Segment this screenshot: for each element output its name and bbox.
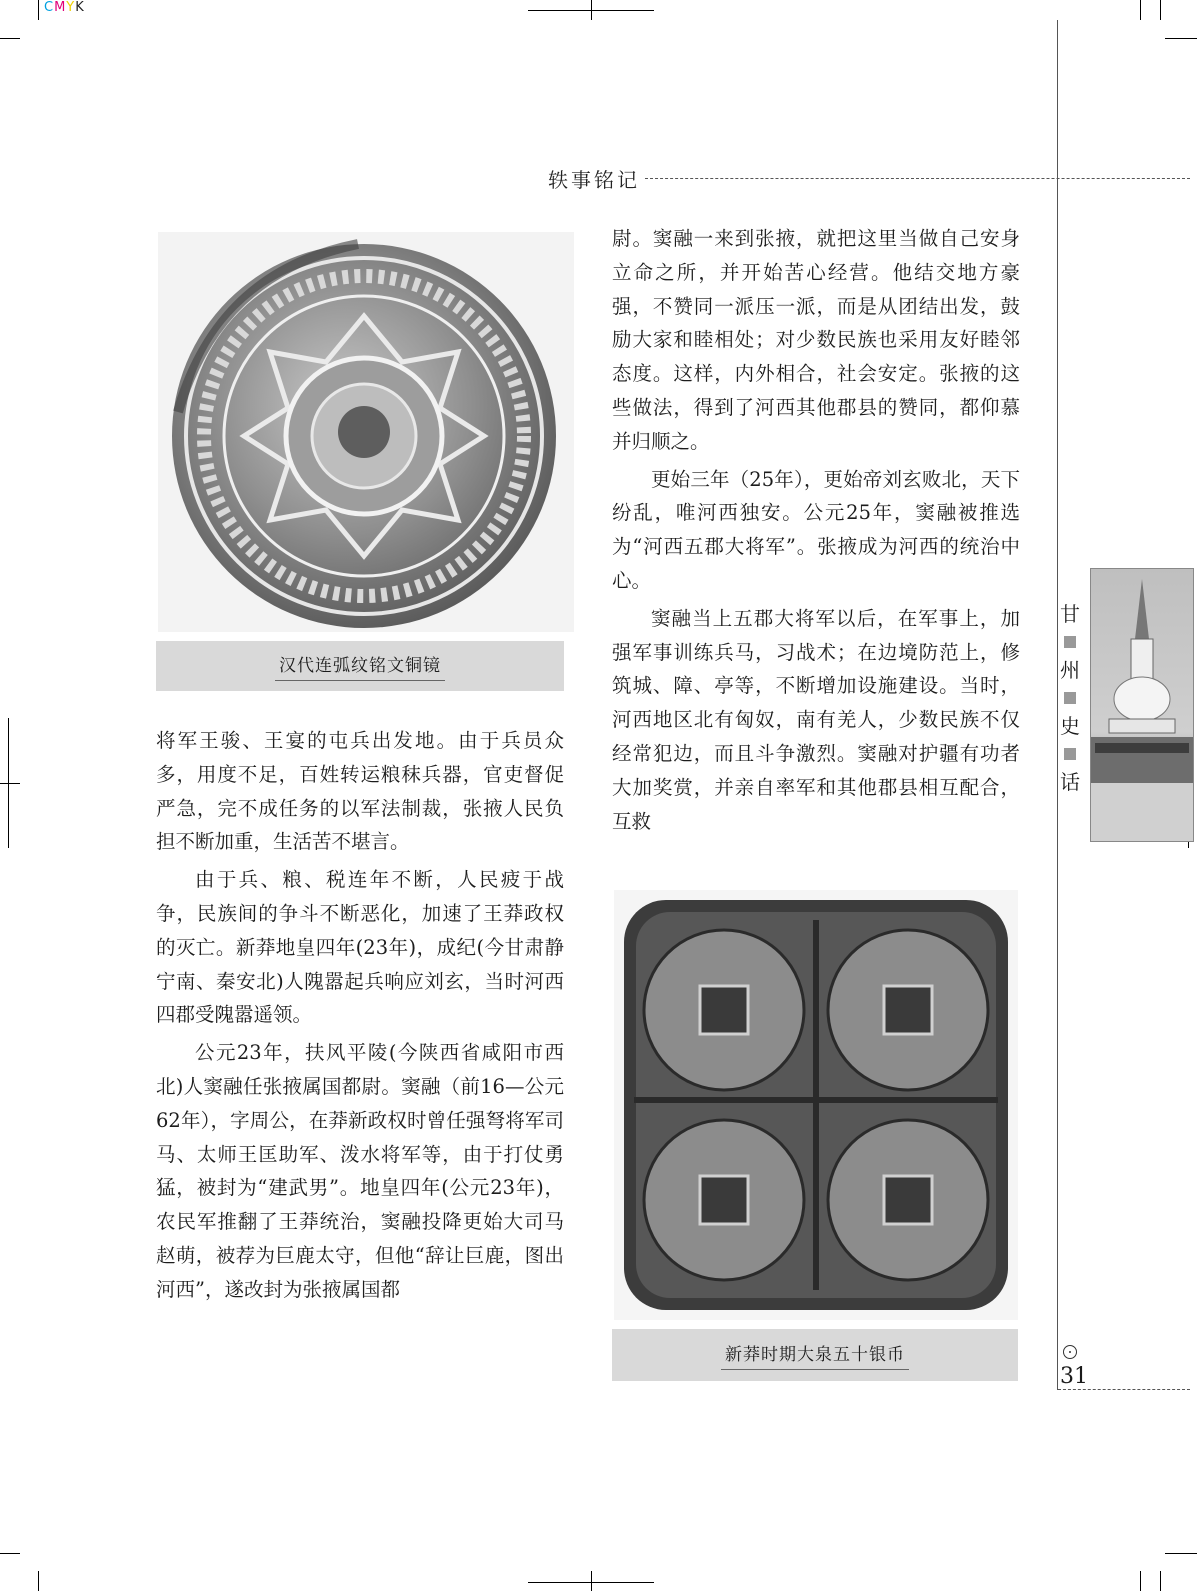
cmyk-y: Y [66,0,76,15]
paragraph: 公元23年，扶风平陵(今陕西省咸阳市西北)人窦融任张掖属国都尉。窦融（前16—公元62年），字周公，在莽新政权时曾任强弩将军司马、太师王匡助军、泼水将军等，由于打仗勇猛，被封为“建武男”。地皇四年(公元23年)，农民军推翻了王莽统治，窦融投降更始大司马赵萌，被荐为巨鹿太守，但他“辞让巨鹿，图出河西”，遂改封为张掖属国都 [156,1041,564,1301]
crop-mark [0,1553,20,1554]
figure-bronze-mirror [158,232,574,632]
cmyk-color-bar [44,0,85,15]
sidebar-photo [1090,568,1194,842]
cmyk-m: M [54,0,67,15]
crop-mark [1160,0,1161,20]
paragraph: 将军王骏、王宴的屯兵出发地。由于兵员众多，用度不足，百姓转运粮秣兵器，官吏督促严急，完不成任务的以军法制裁，张掖人民负担不断加重，生活苦不堪言。 [156,729,564,854]
cmyk-k: K [75,0,85,15]
paragraph: 更始三年（25年），更始帝刘玄败北，天下纷乱，唯河西独安。公元25年，窦融被推选为“河西五郡大将军”。张掖成为河西的统治中心。 [612,467,1020,592]
paragraph: 窦融当上五郡大将军以后，在军事上，加强军事训练兵马，习战术；在边境防范上，修筑城、障、亭等，不断增加设施建设。当时，河西地区北有匈奴，南有羌人，少数民族不仅经常犯边，而且斗争激烈。窦融对护疆有功者大加奖赏，并亲自率军和其他郡县相互配合，互救 [612,606,1020,833]
crop-mark [0,783,20,784]
crop-mark [1140,1571,1141,1591]
figure-silver-coin [614,890,1018,1320]
figure1-caption: 汉代连弧纹铭文铜镜 [275,651,445,681]
sidebar-char: 州 [1060,658,1080,682]
crop-mark [1165,38,1197,39]
figure1-caption-box [156,641,564,691]
cmyk-c: C [44,0,55,15]
running-head: 轶事铭记 [548,168,640,192]
paragraph: 尉。窦融一来到张掖，就把这里当做自己安身立命之所，并开始苦心经营。他结交地方豪强，不赞同一派压一派，而是从团结出发，鼓励大家和睦相处；对少数民族也采用友好睦邻态度。这样，内外相合，社会安定。张掖的这些做法，得到了河西其他郡县的赞同，都仰慕并归顺之。 [612,227,1020,453]
crop-mark [38,1571,39,1591]
right-column [612,222,1020,842]
sidebar-title [1058,600,1082,796]
figure2-caption-box [612,1329,1018,1381]
silver-coin-mold-photo [614,890,1018,1320]
sidebar-square [1064,748,1076,760]
pagoda-photo [1091,569,1193,841]
sidebar-char: 史 [1060,714,1080,738]
crop-mark [1160,1571,1161,1591]
header-dashed-rule [645,178,1190,179]
sidebar-char: 甘 [1060,602,1080,626]
crop-mark [1140,0,1141,20]
crop-mark [591,1571,592,1591]
footer-dashed-rule [1058,1389,1190,1390]
crop-mark [38,0,39,20]
crop-mark [591,0,592,20]
sidebar-char: 话 [1060,770,1080,794]
page-ornament [1063,1345,1077,1359]
page-number: 31 [1060,1364,1088,1389]
sidebar-square [1064,692,1076,704]
sidebar-square [1064,636,1076,648]
crop-mark [1165,1553,1197,1554]
left-column [156,724,564,1311]
crop-mark [0,38,20,39]
paragraph: 由于兵、粮、税连年不断，人民疲于战争，民族间的争斗不断恶化，加速了王莽政权的灭亡。新莽地皇四年(23年)，成纪(今甘肃静宁南、秦安北)人隗嚣起兵响应刘玄，当时河西四郡受隗嚣遥领。 [156,868,564,1027]
bronze-mirror-photo [158,232,574,632]
figure2-caption: 新莽时期大泉五十银币 [721,1340,909,1370]
